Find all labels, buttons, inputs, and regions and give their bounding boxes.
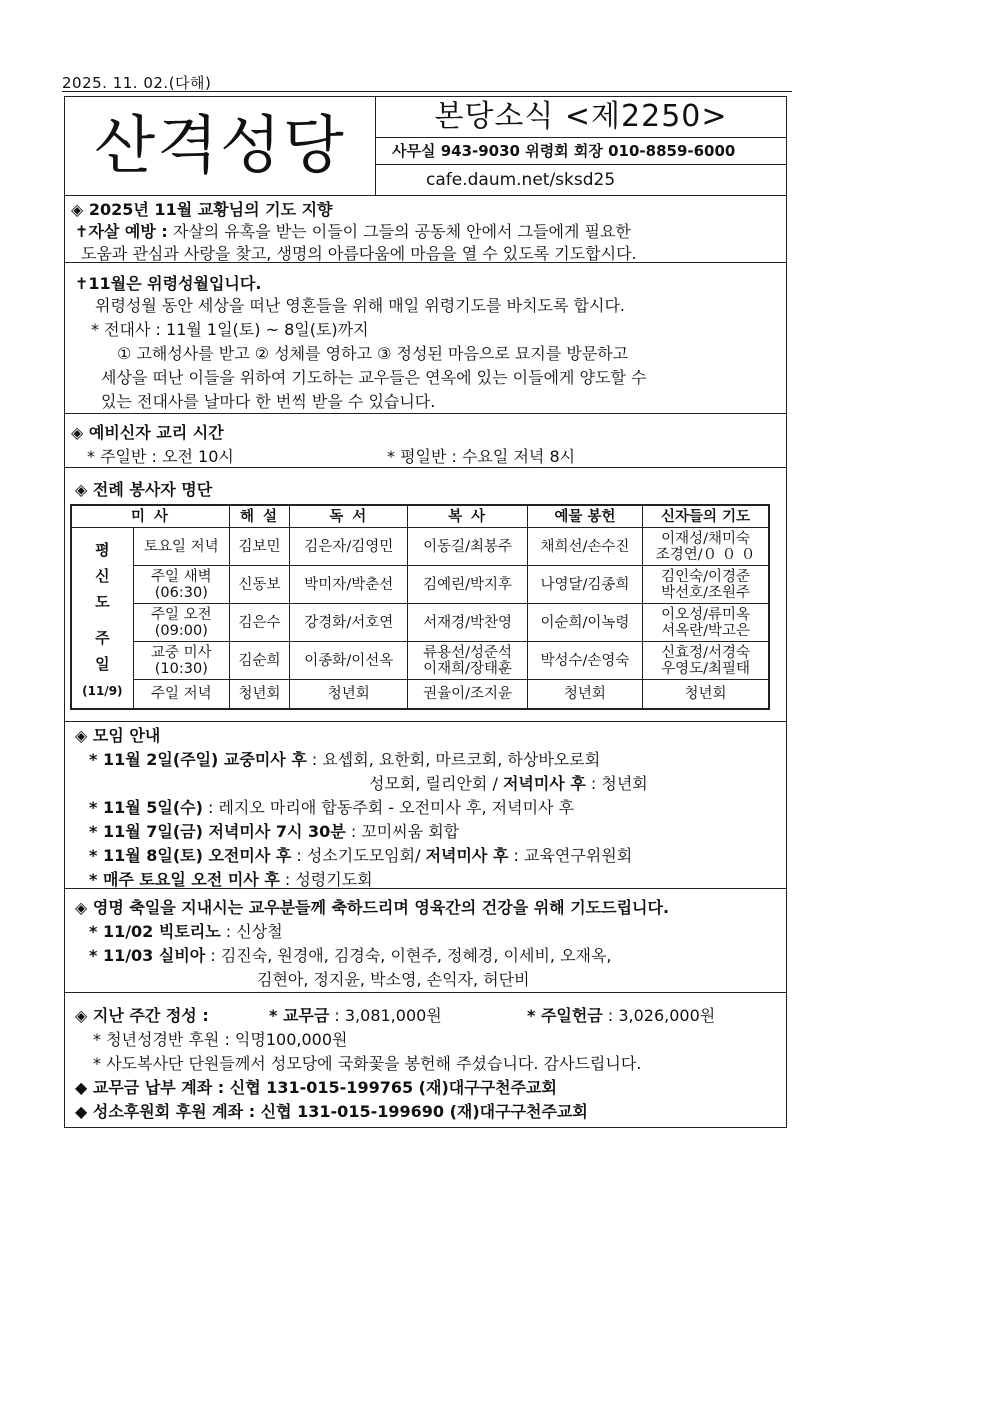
commentary-cell: 청년회	[229, 680, 289, 710]
offering-cell: 채희선/손수진	[527, 528, 642, 566]
prayer-line-2: 도움과 관심과 사랑을 찾고, 생명의 아름다움에 마음을 열 수 있도록 기도합시다.	[81, 244, 637, 263]
meeting-item: 성모회, 릴리안회 / 저녁미사 후 : 청년회	[369, 774, 648, 793]
mass-cell: 주일 새벽 (06:30)	[133, 566, 229, 604]
prayer-title: ◈ 2025년 11월 교황님의 기도 지향	[71, 200, 333, 219]
reading-cell: 청년회	[290, 680, 408, 710]
col-reading: 독 서	[290, 505, 408, 528]
prayer-intention-section	[65, 195, 786, 263]
col-commentary: 해 설	[229, 505, 289, 528]
top-rule	[62, 91, 792, 92]
reading-cell: 박미자/박춘선	[290, 566, 408, 604]
table-row	[71, 528, 769, 566]
month-line-4: 세상을 떠난 이들을 위하여 기도하는 교우들은 연옥에 있는 이들에게 양도할 수	[101, 368, 647, 387]
altar-cell: 권율이/조지윤	[408, 680, 527, 710]
table-row	[71, 604, 769, 642]
meeting-item: * 11월 2일(주일) 교중미사 후 : 요셉회, 요한회, 마르코회, 하상바오로회	[89, 750, 601, 769]
mass-cell: 주일 오전 (09:00)	[133, 604, 229, 642]
meeting-item: * 11월 8일(토) 오전미사 후 : 성소기도모임회/ 저녁미사 후 : 교육연구위원회	[89, 846, 633, 865]
meetings-title: ◈ 모임 안내	[75, 726, 161, 745]
finance-title: ◈ 지난 주간 정성 :	[75, 1006, 209, 1025]
month-line-1: 위령성월 동안 세상을 떠난 영혼들을 위해 매일 위령기도를 바치도록 합시다.	[95, 296, 625, 315]
account-2: ◆ 성소후원회 후원 계좌 : 신협 131-015-199690 (재)대구구천주교회	[75, 1102, 588, 1121]
cafe-link[interactable]: cafe.daum.net/sksd25	[426, 170, 616, 190]
reading-cell: 강경화/서호연	[290, 604, 408, 642]
meeting-item: * 매주 토요일 오전 미사 후 : 성령기도회	[89, 870, 373, 889]
month-line-3: ① 고해성사를 받고 ② 성체를 영하고 ③ 정성된 마음으로 묘지를 방문하고	[117, 344, 629, 363]
feast-item-cont: 김현아, 정지윤, 박소영, 손익자, 허단비	[257, 970, 530, 989]
month-section	[65, 263, 786, 414]
offering-cell: 청년회	[527, 680, 642, 710]
mass-cell: 토요일 저녁	[133, 528, 229, 566]
catechism-sunday: * 주일반 : 오전 10시	[87, 447, 234, 466]
month-line-2: * 전대사 : 11월 1일(토) ~ 8일(토)까지	[91, 320, 369, 339]
col-mass: 미 사	[71, 505, 229, 528]
feast-title: ◈ 영명 축일을 지내시는 교우분들께 축하드리며 영육간의 건강을 위해 기도드립니다.	[75, 898, 670, 917]
col-prayers: 신자들의 기도	[643, 505, 769, 528]
bulletin-frame	[64, 96, 787, 1128]
altar-cell: 이동길/최봉주	[408, 528, 527, 566]
prayers-cell: 김인숙/이경준 박선호/조원주	[643, 566, 769, 604]
meeting-item: * 11월 7일(금) 저녁미사 7시 30분 : 꼬미씨움 회합	[89, 822, 460, 841]
servers-table	[70, 504, 770, 710]
account-1: ◆ 교무금 납부 계좌 : 신협 131-015-199765 (재)대구구천주교회	[75, 1078, 557, 1097]
table-row	[71, 680, 769, 710]
commentary-cell: 김보민	[229, 528, 289, 566]
finance-section	[65, 993, 786, 1127]
prayers-cell: 이재성/채미숙 조경연/０ ０ ０	[643, 528, 769, 566]
mass-cell: 교중 미사 (10:30)	[133, 642, 229, 680]
feast-item: * 11/03 실비아 : 김진숙, 원경애, 김경숙, 이현주, 정혜경, 이세비, 오재옥,	[89, 946, 612, 965]
bulletin-title: 본당소식 <제2250>	[376, 97, 786, 138]
table-header-row	[71, 505, 769, 528]
finance-note-1: * 청년성경반 후원 : 익명100,000원	[93, 1030, 348, 1049]
altar-cell: 김예린/박지후	[408, 566, 527, 604]
bulletin-header	[65, 97, 786, 196]
finance-line	[75, 1003, 209, 1026]
prayers-cell: 신효정/서경숙 우영도/최필태	[643, 642, 769, 680]
table-row	[71, 566, 769, 604]
commentary-cell: 김은수	[229, 604, 289, 642]
offering-cell: 이순희/이녹령	[527, 604, 642, 642]
side-label: 평 신 도 주 일 (11/9)	[71, 528, 133, 710]
table-row	[71, 642, 769, 680]
mass-cell: 주일 저녁	[133, 680, 229, 710]
catechism-title: ◈ 예비신자 교리 시간	[71, 423, 224, 442]
prayers-cell: 청년회	[643, 680, 769, 710]
catechism-section	[65, 414, 786, 468]
col-altar: 복 사	[408, 505, 527, 528]
servers-title: ◈ 전례 봉사자 명단	[75, 480, 213, 499]
church-name: 산격성당	[65, 97, 376, 195]
meetings-section	[65, 722, 786, 889]
prayers-cell: 이오성/류미옥 서옥란/박고은	[643, 604, 769, 642]
altar-cell: 서재경/박찬영	[408, 604, 527, 642]
finance-note-2: * 사도복사단 단원들께서 성모당에 국화꽃을 봉헌해 주셨습니다. 감사드립니다.	[93, 1054, 642, 1073]
feast-item: * 11/02 빅토리노 : 신상철	[89, 922, 283, 941]
contact-info: 사무실 943-9030 위령회 회장 010-8859-6000	[376, 138, 786, 165]
altar-cell: 류용선/성준석 이재희/장태훈	[408, 642, 527, 680]
commentary-cell: 김순희	[229, 642, 289, 680]
sunday-offering: * 주일헌금 : 3,026,000원	[527, 1006, 716, 1025]
month-line-5: 있는 전대사를 날마다 한 번씩 받을 수 있습니다.	[101, 392, 436, 411]
offering-cell: 박성수/손영숙	[527, 642, 642, 680]
meeting-item: * 11월 5일(수) : 레지오 마리애 합동주회 - 오전미사 후, 저녁미사 후	[89, 798, 575, 817]
prayer-text-1: 자살의 유혹을 받는 이들이 그들의 공동체 안에서 그들에게 필요한	[167, 222, 631, 241]
reading-cell: 이종화/이선옥	[290, 642, 408, 680]
offering-cell: 나영달/김종희	[527, 566, 642, 604]
catechism-weekday: * 평일반 : 수요일 저녁 8시	[387, 447, 576, 466]
feast-section	[65, 889, 786, 993]
prayer-label: ✝자살 예방 :	[75, 222, 168, 241]
reading-cell: 김은자/김영민	[290, 528, 408, 566]
school-fee: * 교무금 : 3,081,000원	[269, 1006, 442, 1025]
month-title: ✝11월은 위령성월입니다.	[75, 274, 262, 293]
prayer-line-1	[75, 219, 631, 242]
col-offering: 예물 봉헌	[527, 505, 642, 528]
commentary-cell: 신동보	[229, 566, 289, 604]
bulletin-date: 2025. 11. 02.(다해)	[62, 74, 212, 92]
servers-section	[65, 468, 786, 722]
